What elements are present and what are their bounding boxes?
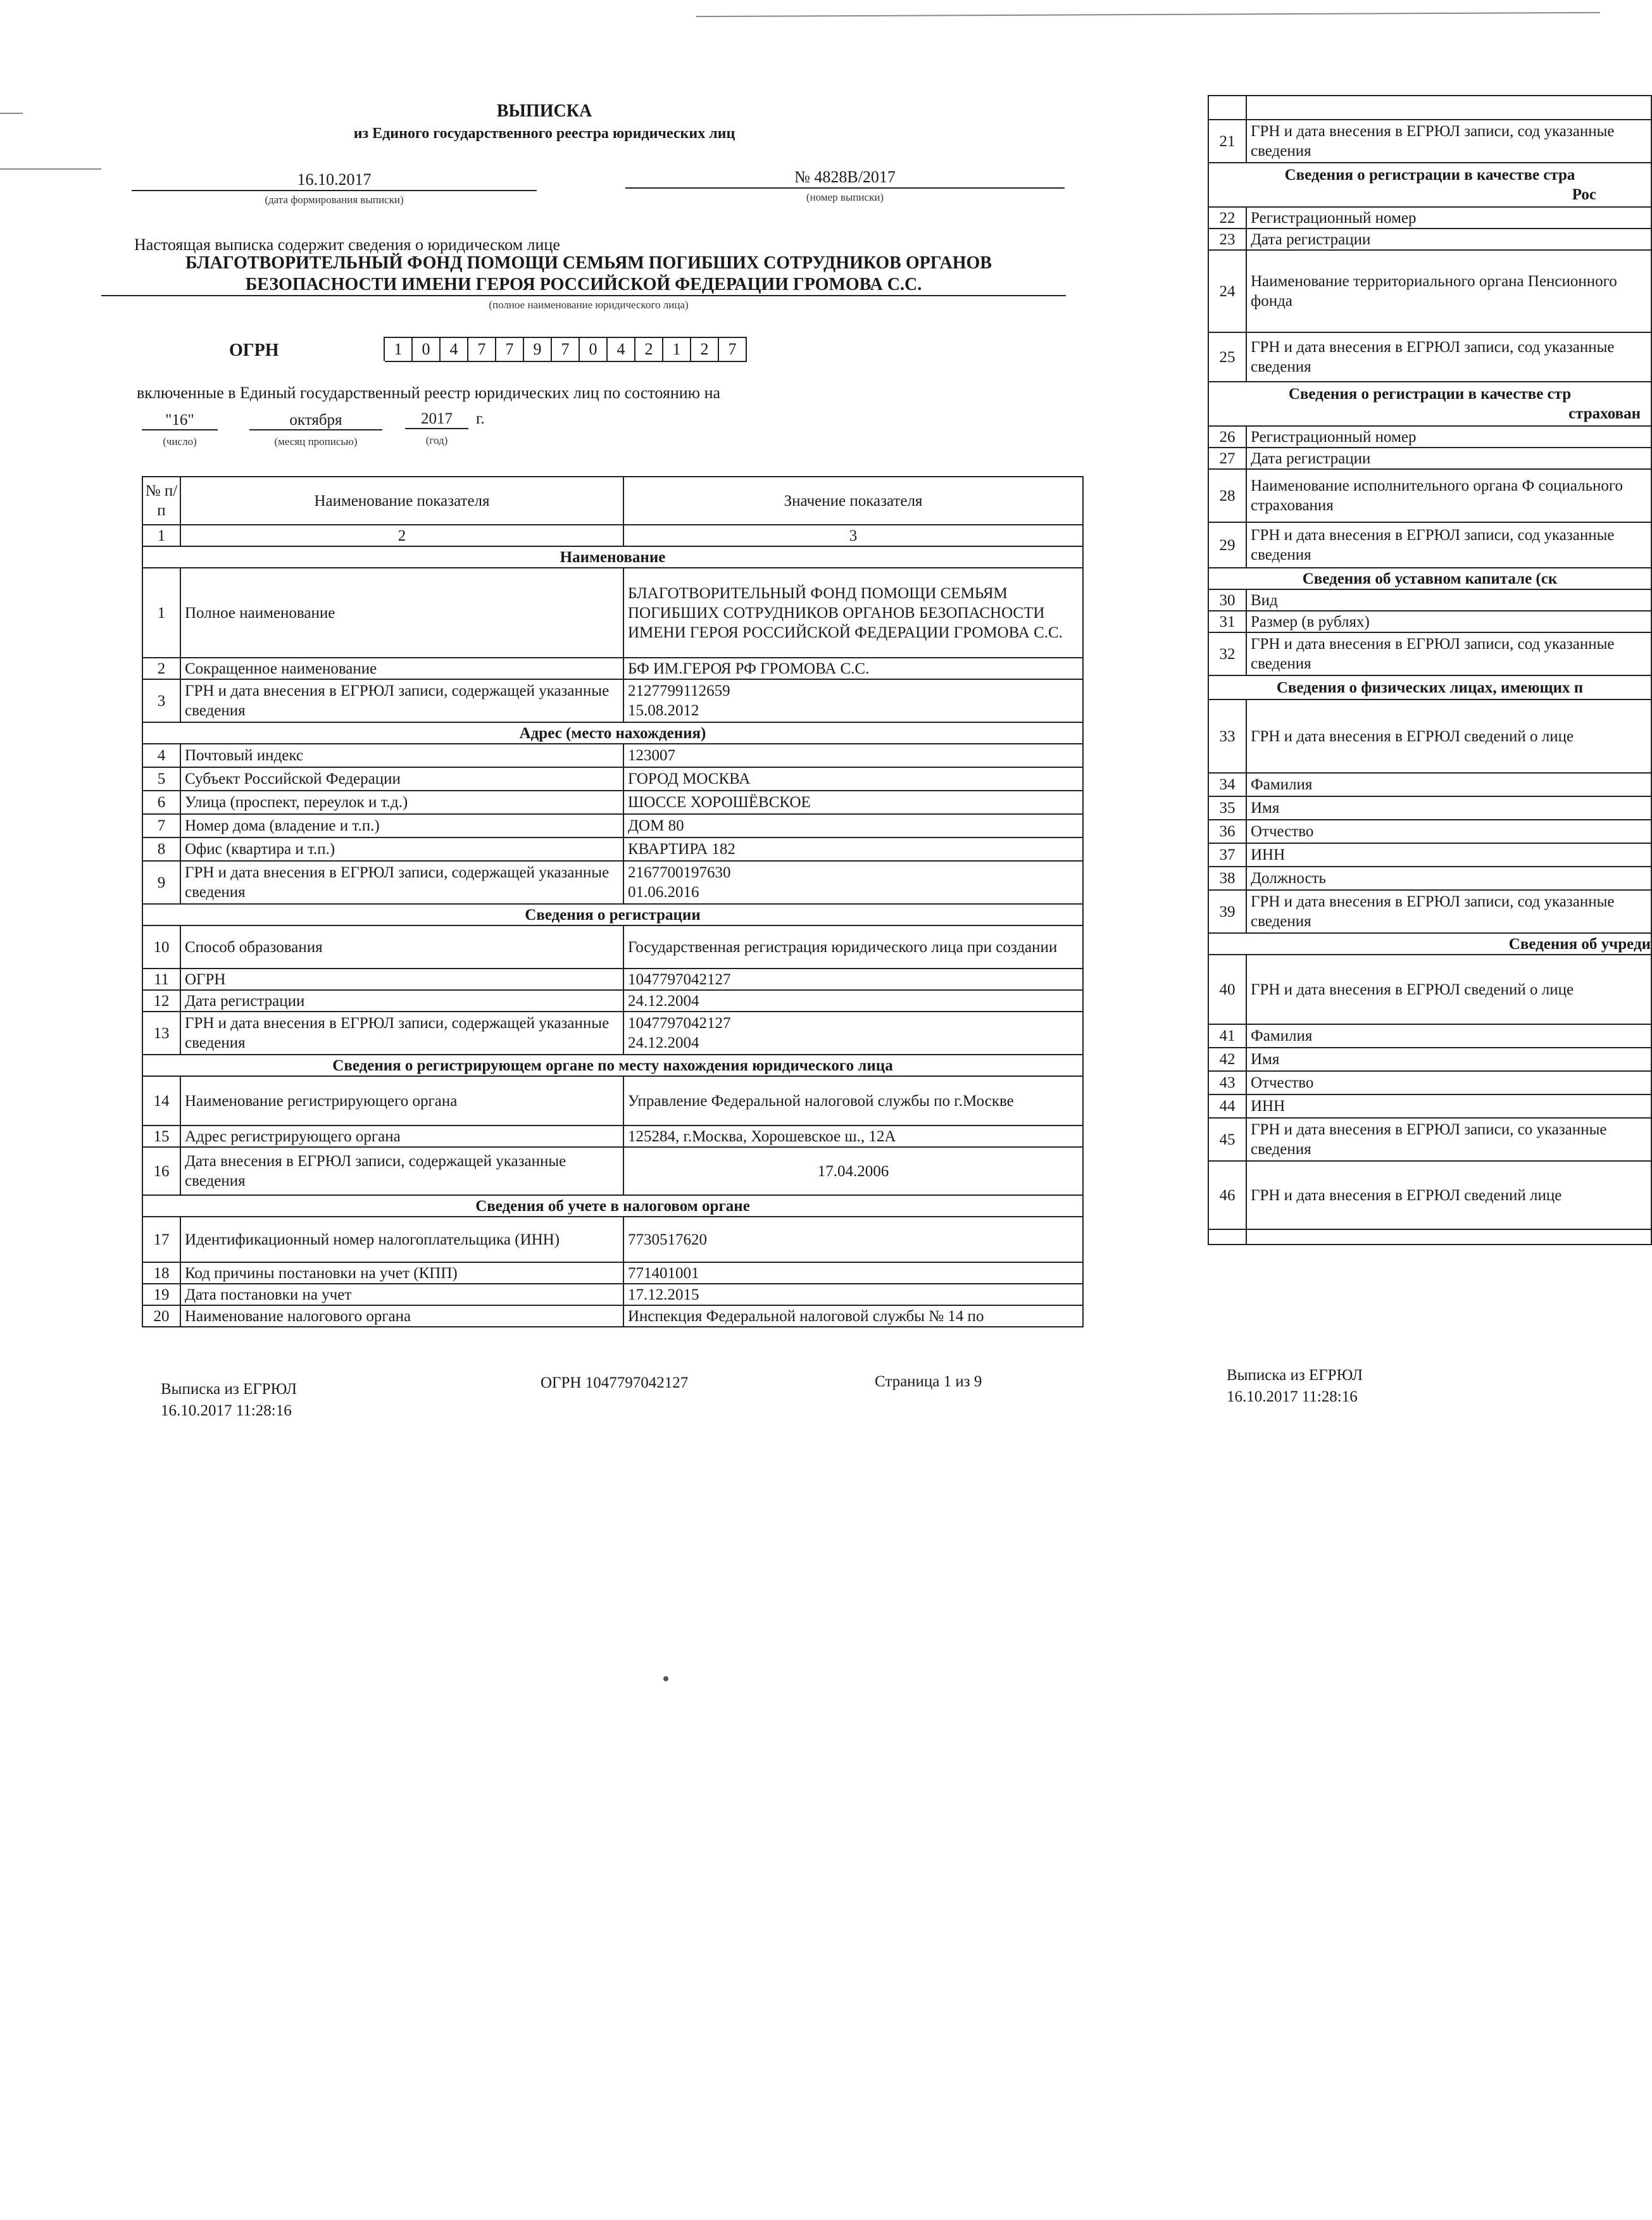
- header-name: Наименование показателя: [180, 477, 623, 525]
- egrul-table-page1: [142, 476, 1084, 1327]
- table-row: [142, 1076, 1083, 1126]
- ogrn-digit: 7: [719, 337, 747, 362]
- row-label: Регистрационный номер: [1246, 207, 1651, 229]
- table-row: [1208, 469, 1651, 522]
- row-number: 36: [1208, 820, 1246, 843]
- ogrn-digit: 7: [552, 337, 580, 362]
- row-number: 24: [1208, 250, 1246, 332]
- row-label: Фамилия: [1246, 1024, 1651, 1048]
- table-row: [1208, 773, 1651, 796]
- row-number: 42: [1208, 1048, 1246, 1071]
- row-label: ОГРН: [180, 969, 623, 990]
- table-row: [142, 861, 1083, 904]
- section-title: Сведения об учете в налоговом органе: [142, 1195, 1083, 1217]
- page2-clip: [1208, 95, 1651, 1348]
- section-title-line: Рос: [1572, 186, 1596, 203]
- row-value: 17.04.2006: [623, 1147, 1083, 1195]
- grn-value: 2127799112659: [628, 682, 730, 699]
- row-label: ГРН и дата внесения в ЕГРЮЛ записи, со указанные сведения: [1246, 1118, 1651, 1161]
- org-name-line2: БЕЗОПАСНОСТИ ИМЕНИ ГЕРОЯ РОССИЙСКОЙ ФЕДЕРАЦИИ ГРОМОВА С.С.: [101, 275, 1066, 296]
- row-label: [1246, 1229, 1651, 1245]
- row-number: 33: [1208, 699, 1246, 773]
- table-row: [1208, 890, 1651, 933]
- row-label: ГРН и дата внесения в ЕГРЮЛ записи, сод указанные сведения: [1246, 890, 1651, 933]
- row-number: 21: [1208, 120, 1246, 163]
- table-row: [1208, 1161, 1651, 1229]
- row-number: 35: [1208, 796, 1246, 820]
- row-number: 1: [142, 568, 180, 658]
- table-row: [142, 969, 1083, 990]
- row-label: ГРН и дата внесения в ЕГРЮЛ записи, сод указанные сведения: [1246, 632, 1651, 675]
- row-label: Способ образования: [180, 925, 623, 969]
- scan-mark-left-2: [0, 168, 101, 170]
- row-label: Идентификационный номер налогоплательщика (ИНН): [180, 1217, 623, 1262]
- row-number: 43: [1208, 1071, 1246, 1094]
- ogrn-digit: 4: [441, 337, 468, 362]
- row-number: 15: [142, 1126, 180, 1147]
- table-row: [142, 925, 1083, 969]
- row-label: Улица (проспект, переулок и т.д.): [180, 791, 623, 814]
- row-value: Инспекция Федеральной налоговой службы № 14 по: [623, 1305, 1083, 1327]
- intro-text: Настоящая выписка содержит сведения о юридическом лице: [134, 235, 560, 254]
- row-number: 3: [142, 679, 180, 722]
- table-row: [1208, 1024, 1651, 1048]
- year-caption: (год): [425, 434, 448, 446]
- table-row: [1208, 955, 1651, 1024]
- footer-timestamp: 16.10.2017 11:28:16: [161, 1402, 292, 1419]
- row-number: 34: [1208, 773, 1246, 796]
- row-number: 31: [1208, 611, 1246, 632]
- ogrn-digit: 7: [468, 337, 496, 362]
- table-row: [1208, 426, 1651, 448]
- row-label: Имя: [1246, 796, 1651, 820]
- row-number: 14: [142, 1076, 180, 1126]
- table-row: [142, 658, 1083, 679]
- ogrn-digit: 0: [413, 337, 441, 362]
- row-label: Дата регистрации: [1246, 448, 1651, 469]
- table-row: [1208, 867, 1651, 890]
- section-title: Сведения об учреди: [1208, 933, 1651, 955]
- row-number: 20: [142, 1305, 180, 1327]
- row-label: Код причины постановки на учет (КПП): [180, 1262, 623, 1284]
- section-title-line: Сведения о регистрации в качестве стр: [1288, 386, 1572, 403]
- row-label: Наименование исполнительного органа Ф социального страхования: [1246, 469, 1651, 522]
- org-name-line1: БЛАГОТВОРИТЕЛЬНЫЙ ФОНД ПОМОЩИ СЕМЬЯМ ПОГИБШИХ СОТРУДНИКОВ ОРГАНОВ: [185, 253, 992, 273]
- table-row: [142, 679, 1083, 722]
- table-row: [142, 568, 1083, 658]
- grn-date: 24.12.2004: [628, 1034, 699, 1051]
- table-row: [1208, 207, 1651, 229]
- table-row: [1208, 699, 1651, 773]
- grn-date: 01.06.2016: [628, 884, 699, 901]
- row-number: 16: [142, 1147, 180, 1195]
- row-value: 1047797042127: [623, 969, 1083, 990]
- row-label: Дата внесения в ЕГРЮЛ записи, содержащей указанные сведения: [180, 1147, 623, 1195]
- row-number: 44: [1208, 1094, 1246, 1118]
- section-title: [1208, 382, 1651, 426]
- as-of-year-suffix: г.: [476, 410, 485, 427]
- table-row: [142, 1284, 1083, 1305]
- row-number: 41: [1208, 1024, 1246, 1048]
- day-caption: (число): [163, 436, 197, 448]
- document-subtitle: из Единого государственного реестра юридических лиц: [353, 125, 735, 142]
- row-value: 125284, г.Москва, Хорошевское ш., 12А: [623, 1126, 1083, 1147]
- row-number: 7: [142, 814, 180, 837]
- ogrn-digit: 1: [663, 337, 691, 362]
- row-number: 10: [142, 925, 180, 969]
- row-label: Дата регистрации: [1246, 229, 1651, 250]
- table-row: [1208, 1094, 1651, 1118]
- row-label: ИНН: [1246, 1094, 1651, 1118]
- scan-edge-line: [696, 12, 1600, 17]
- row-label: Размер (в рублях): [1246, 611, 1651, 632]
- row-label: ГРН и дата внесения в ЕГРЮЛ сведений лице: [1246, 1161, 1651, 1229]
- row-label: ГРН и дата внесения в ЕГРЮЛ сведений о лице: [1246, 699, 1651, 773]
- row-label: Наименование территориального органа Пенсионного фонда: [1246, 250, 1651, 332]
- footer-source: Выписка из ЕГРЮЛ: [161, 1381, 297, 1398]
- section-title: Адрес (место нахождения): [142, 722, 1083, 744]
- header-col-1: 1: [142, 525, 180, 546]
- row-label: ГРН и дата внесения в ЕГРЮЛ записи, содержащей указанные сведения: [180, 679, 623, 722]
- row-number: 8: [142, 837, 180, 861]
- scan-speck: [663, 1676, 668, 1681]
- row-label: ГРН и дата внесения в ЕГРЮЛ записи, сод указанные сведения: [1246, 120, 1651, 163]
- row-number: [1208, 96, 1246, 120]
- table-row: [1208, 632, 1651, 675]
- table-row: [1208, 1048, 1651, 1071]
- row-label: Дата регистрации: [180, 990, 623, 1012]
- row-value: 771401001: [623, 1262, 1083, 1284]
- section-title: [1208, 163, 1651, 207]
- row-value: 123007: [623, 744, 1083, 767]
- table-row: [1208, 250, 1651, 332]
- row-label: Наименование налогового органа: [180, 1305, 623, 1327]
- egrul-table-page2: [1208, 95, 1652, 1245]
- grn-value: 2167700197630: [628, 864, 731, 881]
- row-number: 32: [1208, 632, 1246, 675]
- row-number: 12: [142, 990, 180, 1012]
- row-value: Управление Федеральной налоговой службы по г.Москве: [623, 1076, 1083, 1126]
- row-label: Наименование регистрирующего органа: [180, 1076, 623, 1126]
- row-number: 5: [142, 767, 180, 791]
- row-number: 13: [142, 1012, 180, 1055]
- row-number: 39: [1208, 890, 1246, 933]
- section-title-line: страхован: [1568, 405, 1641, 422]
- row-label: Имя: [1246, 1048, 1651, 1071]
- table-row: [1208, 448, 1651, 469]
- footer-page-number: Страница 1 из 9: [875, 1373, 982, 1390]
- header-value: Значение показателя: [623, 477, 1083, 525]
- row-number: 40: [1208, 955, 1246, 1024]
- table-row: [1208, 1118, 1651, 1161]
- row-number: 17: [142, 1217, 180, 1262]
- section-title: Сведения об уставном капитале (ск: [1208, 568, 1651, 589]
- row-label: ГРН и дата внесения в ЕГРЮЛ записи, сод указанные сведения: [1246, 332, 1651, 382]
- row-label: Почтовый индекс: [180, 744, 623, 767]
- section-title: Сведения о физических лицах, имеющих п: [1208, 675, 1651, 699]
- as-of-year: 2017: [405, 410, 468, 429]
- row-value: ШОССЕ ХОРОШЁВСКОЕ: [623, 791, 1083, 814]
- row-label: Отчество: [1246, 820, 1651, 843]
- table-row: [142, 1126, 1083, 1147]
- row-label: Отчество: [1246, 1071, 1651, 1094]
- extract-number-caption: (номер выписки): [806, 191, 884, 203]
- section-title: Сведения о регистрации: [142, 904, 1083, 925]
- page2-footer-source: Выписка из ЕГРЮЛ: [1227, 1367, 1363, 1384]
- row-number: 9: [142, 861, 180, 904]
- row-value: Государственная регистрация юридического лица при создании: [623, 925, 1083, 969]
- row-label: Фамилия: [1246, 773, 1651, 796]
- extract-date-caption: (дата формирования выписки): [265, 194, 404, 206]
- table-row: [1208, 522, 1651, 568]
- row-value: КВАРТИРА 182: [623, 837, 1083, 861]
- row-number: 26: [1208, 426, 1246, 448]
- page2-footer-timestamp: 16.10.2017 11:28:16: [1227, 1388, 1358, 1405]
- row-label: Адрес регистрирующего органа: [180, 1126, 623, 1147]
- row-number: 25: [1208, 332, 1246, 382]
- row-label: ГРН и дата внесения в ЕГРЮЛ сведений о лице: [1246, 955, 1651, 1024]
- table-row: [1208, 1071, 1651, 1094]
- header-col-3: 3: [623, 525, 1083, 546]
- month-caption: (месяц прописью): [274, 436, 358, 448]
- table-row: [142, 990, 1083, 1012]
- section-title: Наименование: [142, 546, 1083, 568]
- row-value: ГОРОД МОСКВА: [623, 767, 1083, 791]
- row-number: 46: [1208, 1161, 1246, 1229]
- header-num: № п/п: [142, 477, 180, 525]
- ogrn-digit-boxes: [384, 337, 747, 361]
- row-number: 37: [1208, 843, 1246, 867]
- table-row: [1208, 820, 1651, 843]
- table-row: [142, 744, 1083, 767]
- table-row: [1208, 332, 1651, 382]
- row-number: [1208, 1229, 1246, 1245]
- row-label: Вид: [1246, 589, 1651, 611]
- row-number: 28: [1208, 469, 1246, 522]
- row-label: ИНН: [1246, 843, 1651, 867]
- table-row: [142, 837, 1083, 861]
- row-number: 22: [1208, 207, 1246, 229]
- row-value: [623, 1012, 1083, 1055]
- ogrn-label: ОГРН: [229, 341, 279, 360]
- row-label: ГРН и дата внесения в ЕГРЮЛ записи, содержащей указанные сведения: [180, 1012, 623, 1055]
- grn-date: 15.08.2012: [628, 702, 699, 719]
- row-number: 45: [1208, 1118, 1246, 1161]
- row-value: [623, 861, 1083, 904]
- extract-date: 16.10.2017: [132, 170, 537, 191]
- row-label: Полное наименование: [180, 568, 623, 658]
- row-label: ГРН и дата внесения в ЕГРЮЛ записи, содержащей указанные сведения: [180, 861, 623, 904]
- row-value: БЛАГОТВОРИТЕЛЬНЫЙ ФОНД ПОМОЩИ СЕМЬЯМ ПОГИБШИХ СОТРУДНИКОВ ОРГАНОВ БЕЗОПАСНОСТИ ИМЕНИ ГЕРОЯ РОССИЙСКОЙ ФЕДЕРАЦИИ ГРОМОВА С.С.: [623, 568, 1083, 658]
- row-label: Офис (квартира и т.п.): [180, 837, 623, 861]
- org-name-caption: (полное наименование юридического лица): [489, 299, 689, 311]
- table-row: [142, 767, 1083, 791]
- row-value: БФ ИМ.ГЕРОЯ РФ ГРОМОВА С.С.: [623, 658, 1083, 679]
- row-number: 11: [142, 969, 180, 990]
- row-value: 24.12.2004: [623, 990, 1083, 1012]
- row-number: 30: [1208, 589, 1246, 611]
- row-number: 19: [142, 1284, 180, 1305]
- section-title: Сведения о регистрирующем органе по месту нахождения юридического лица: [142, 1055, 1083, 1076]
- row-number: 4: [142, 744, 180, 767]
- row-label: Должность: [1246, 867, 1651, 890]
- row-number: 38: [1208, 867, 1246, 890]
- table-row: [1208, 120, 1651, 163]
- row-number: 2: [142, 658, 180, 679]
- extract-number: № 4828В/2017: [625, 167, 1065, 189]
- document-title: ВЫПИСКА: [496, 101, 592, 121]
- table-row: [142, 1147, 1083, 1195]
- ogrn-digit: 2: [635, 337, 663, 362]
- table-row: [142, 791, 1083, 814]
- row-value: 17.12.2015: [623, 1284, 1083, 1305]
- scan-mark-left: [0, 113, 23, 114]
- row-number: 23: [1208, 229, 1246, 250]
- table-row: [142, 1262, 1083, 1284]
- row-label: Номер дома (владение и т.п.): [180, 814, 623, 837]
- table-row: [1208, 843, 1651, 867]
- row-number: 27: [1208, 448, 1246, 469]
- table-row: [1208, 611, 1651, 632]
- table-row: [1208, 589, 1651, 611]
- included-text: включенные в Единый государственный реестр юридических лиц по состоянию на: [137, 384, 721, 402]
- table-row: [142, 1217, 1083, 1262]
- row-number: 29: [1208, 522, 1246, 568]
- row-value: 7730517620: [623, 1217, 1083, 1262]
- table-row: [142, 1012, 1083, 1055]
- as-of-day: "16": [142, 411, 218, 430]
- row-label: Субъект Российской Федерации: [180, 767, 623, 791]
- footer-ogrn: ОГРН 1047797042127: [541, 1374, 689, 1391]
- row-label: Дата постановки на учет: [180, 1284, 623, 1305]
- table-row: [1208, 796, 1651, 820]
- ogrn-digit: 7: [496, 337, 524, 362]
- table-row: [142, 814, 1083, 837]
- row-value: ДОМ 80: [623, 814, 1083, 837]
- table-row: [142, 1305, 1083, 1327]
- grn-value: 1047797042127: [628, 1015, 731, 1032]
- as-of-month: октября: [249, 411, 382, 430]
- ogrn-digit: 9: [524, 337, 552, 362]
- row-label: Сокращенное наименование: [180, 658, 623, 679]
- row-number: 18: [142, 1262, 180, 1284]
- row-label: [1246, 96, 1651, 120]
- ogrn-digit: 2: [691, 337, 719, 362]
- ogrn-digit: 0: [580, 337, 608, 362]
- table-row: [1208, 229, 1651, 250]
- ogrn-digit: 1: [385, 337, 413, 362]
- row-value: [623, 679, 1083, 722]
- header-col-2: 2: [180, 525, 623, 546]
- row-label: Регистрационный номер: [1246, 426, 1651, 448]
- row-number: 6: [142, 791, 180, 814]
- row-label: ГРН и дата внесения в ЕГРЮЛ записи, сод указанные сведения: [1246, 522, 1651, 568]
- ogrn-digit: 4: [608, 337, 635, 362]
- section-title-line: Сведения о регистрации в качестве стра: [1284, 166, 1575, 184]
